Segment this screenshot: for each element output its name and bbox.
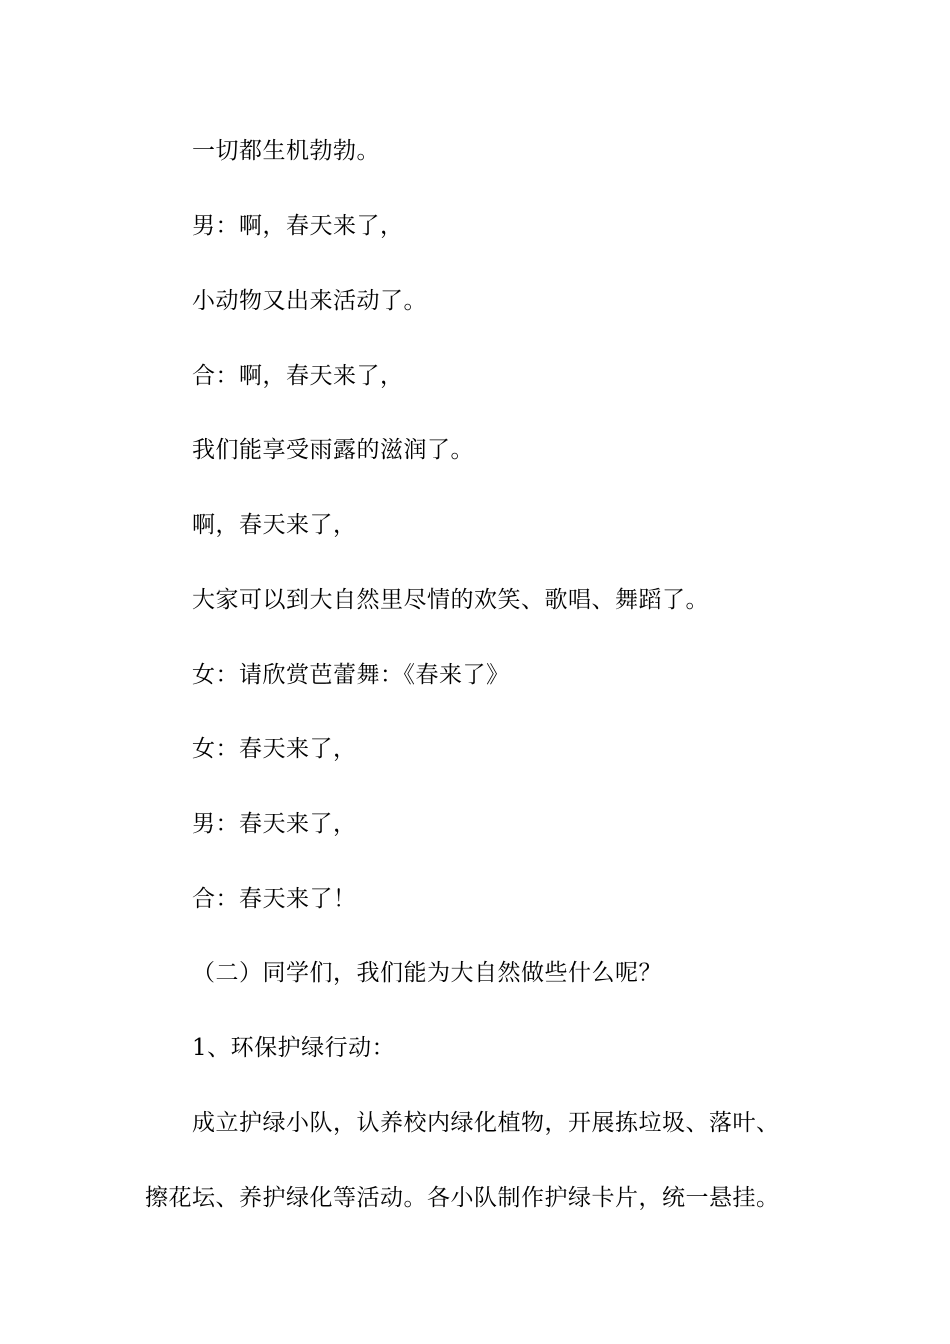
text-line: 女：请欣赏芭蕾舞：《春来了》 <box>192 662 510 688</box>
text-line: 小动物又出来活动了。 <box>192 288 427 314</box>
text-line: 我们能享受雨露的滋润了。 <box>192 437 474 463</box>
text-line: 一切都生机勃勃。 <box>192 138 380 164</box>
paragraph-line: 擦花坛、养护绿化等活动。各小队制作护绿卡片，统一悬挂。 <box>145 1185 780 1211</box>
text-line: 合：春天来了！ <box>192 886 357 912</box>
section-heading: （二）同学们，我们能为大自然做些什么呢？ <box>192 960 662 986</box>
paragraph-line: 成立护绿小队，认养校内绿化植物，开展拣垃圾、落叶、 <box>192 1110 780 1136</box>
subsection-heading: 1、环保护绿行动： <box>192 1035 396 1061</box>
text-line: 男：啊，春天来了， <box>192 213 404 239</box>
text-line: 大家可以到大自然里尽情的欢笑、歌唱、舞蹈了。 <box>192 587 709 613</box>
text-line: 男：春天来了， <box>192 811 357 837</box>
text-line: 啊，春天来了， <box>192 512 357 538</box>
text-line: 女：春天来了， <box>192 736 357 762</box>
text-line: 合：啊，春天来了， <box>192 363 404 389</box>
